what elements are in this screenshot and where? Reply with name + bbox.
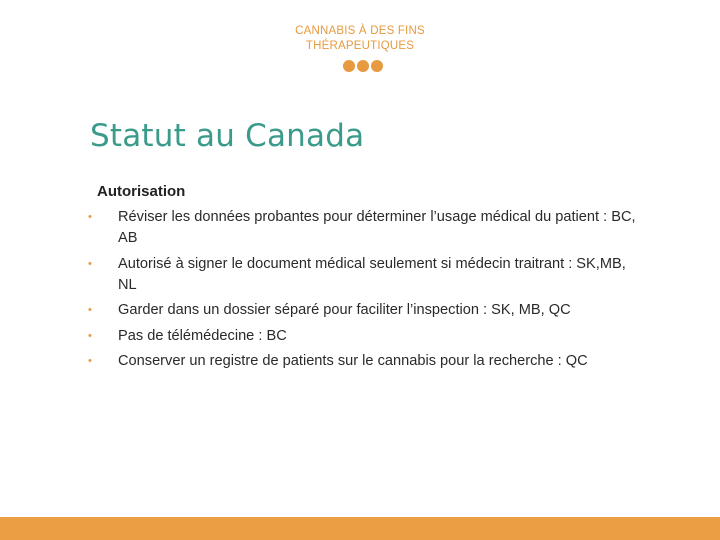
bullet-icon: • [88,211,92,223]
bullet-text: Conserver un registre de patients sur le cannabis pour la recherche : QC [118,353,588,369]
bullet-icon: • [88,355,92,367]
header-line-2: THÉRAPEUTIQUES [305,40,415,52]
bullet-icon: • [88,329,92,342]
slide-title: Statut au Canada [90,118,365,154]
bullet-item [86,351,646,372]
bullet-text: Réviser les données probantes pour déterminer l’usage médical du patient : BC, AB [118,209,636,246]
dot-icon [343,60,355,72]
section-subheading: Autorisation [97,183,186,200]
footer-bar [0,517,720,540]
dot-icon [371,60,383,72]
dot-icon [357,60,369,72]
header-line-1: CANNABIS À DES FINS [295,25,425,37]
bullet-item [86,254,646,296]
bullet-text: Pas de télémédecine : BC [118,327,287,344]
bullet-list [86,207,646,377]
bullet-item [86,300,646,321]
decorative-dots-icon [343,60,383,74]
bullet-item [86,326,646,347]
bullet-text: Garder dans un dossier séparé pour faciliter l’inspection : SK, MB, QC [118,302,571,318]
bullet-icon: • [88,257,92,270]
bullet-icon: • [88,304,92,316]
bullet-item [86,207,646,249]
slide-header [0,24,720,54]
bullet-text: Autorisé à signer le document médical seulement si médecin traitrant : SK,MB, NL [118,255,626,293]
